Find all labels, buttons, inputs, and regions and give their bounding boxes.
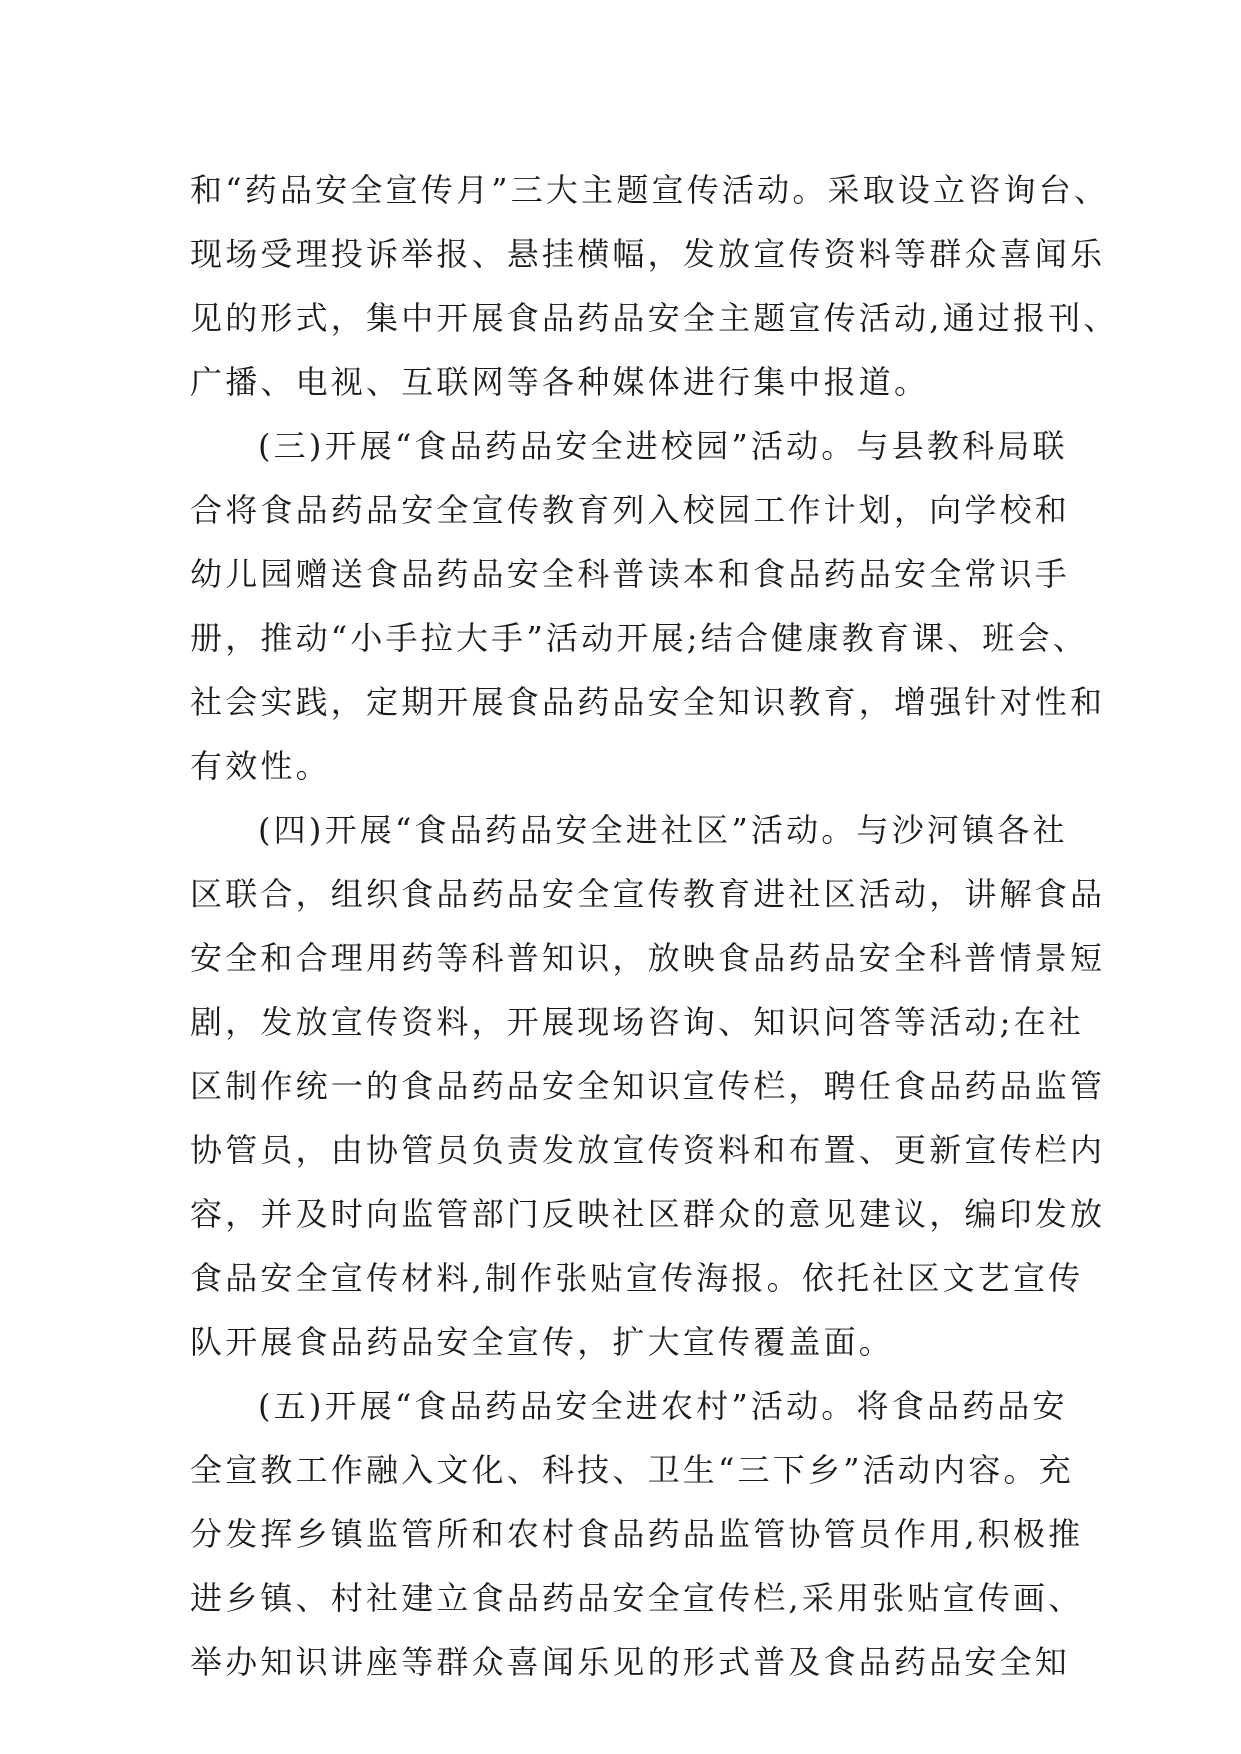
text-line: 举办知识讲座等群众喜闻乐见的形式普及食品药品安全知 — [190, 1643, 1071, 1681]
body-text — [190, 158, 1119, 1694]
text-line: 册，推动“小手拉大手”活动开展;结合健康教育课、班会、 — [190, 619, 1088, 657]
text-line: 队开展食品药品安全宣传，扩大宣传覆盖面。 — [190, 1323, 895, 1361]
text-line: 容，并及时向监管部门反映社区群众的意见建议，编印发放 — [190, 1195, 1106, 1233]
text-line: 现场受理投诉举报、悬挂横幅，发放宣传资料等群众喜闻乐 — [190, 235, 1106, 273]
text-line: 协管员，由协管员负责发放宣传资料和布置、更新宣传栏内 — [190, 1131, 1106, 1169]
text-line: 见的形式，集中开展食品药品安全主题宣传活动,通过报刊、 — [190, 299, 1119, 337]
text-line: 安全和合理用药等科普知识，放映食品药品安全科普情景短 — [190, 939, 1106, 977]
text-line: 区联合，组织食品药品安全宣传教育进社区活动，讲解食品 — [190, 875, 1106, 913]
text-line: 有效性。 — [190, 747, 331, 785]
section-five-first-line: (五)开展“食品药品安全进农村”活动。将食品药品安 — [258, 1387, 1068, 1425]
text-line: 幼儿园赠送食品药品安全科普读本和食品药品安全常识手 — [190, 555, 1071, 593]
section-four-first-line: (四)开展“食品药品安全进社区”活动。与沙河镇各社 — [258, 811, 1068, 849]
text-line: 合将食品药品安全宣传教育列入校园工作计划，向学校和 — [190, 491, 1071, 529]
section-three-first-line: (三)开展“食品药品安全进校园”活动。与县教科局联 — [258, 427, 1068, 465]
text-line: 广播、电视、互联网等各种媒体进行集中报道。 — [190, 363, 930, 401]
text-line: 分发挥乡镇监管所和农村食品药品监管协管员作用,积极推 — [190, 1515, 1084, 1553]
text-line: 剧，发放宣传资料，开展现场咨询、知识问答等活动;在社 — [190, 1003, 1084, 1041]
text-line: 区制作统一的食品药品安全知识宣传栏，聘任食品药品监管 — [190, 1067, 1106, 1105]
text-line: 进乡镇、村社建立食品药品安全宣传栏,采用张贴宣传画、 — [190, 1579, 1084, 1617]
text-line: 社会实践，定期开展食品药品安全知识教育，增强针对性和 — [190, 683, 1106, 721]
text-line: 和“药品安全宣传月”三大主题宣传活动。采取设立咨询台、 — [190, 171, 1110, 209]
text-line: 食品安全宣传材料,制作张贴宣传海报。依托社区文艺宣传 — [190, 1259, 1084, 1297]
text-line: 全宣教工作融入文化、科技、卫生“三下乡”活动内容。充 — [190, 1451, 1074, 1489]
